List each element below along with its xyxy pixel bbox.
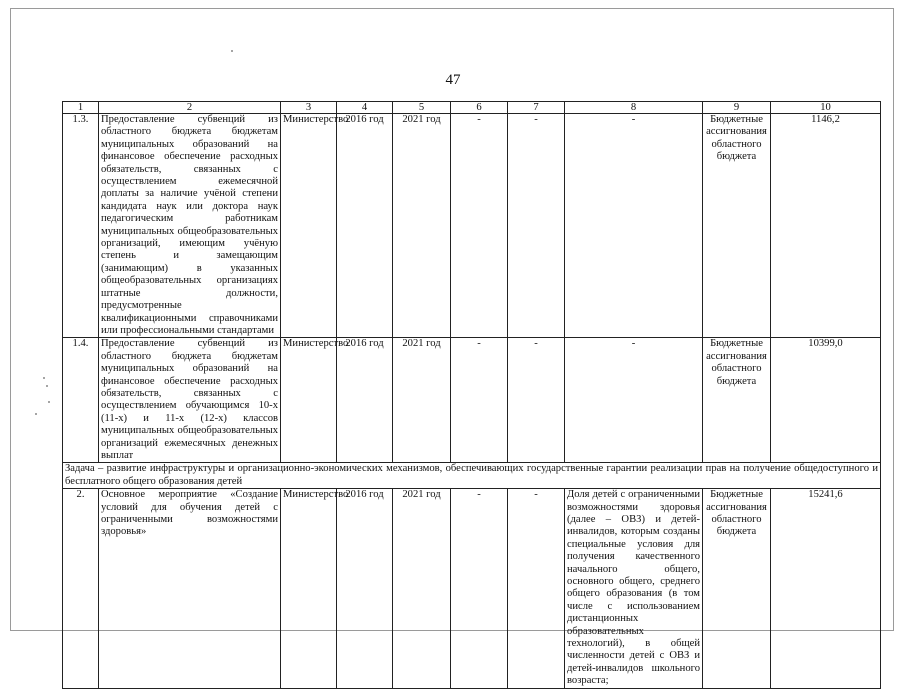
start-year: 2016 год (337, 338, 393, 463)
scan-speck (35, 413, 37, 415)
column-number-row (63, 102, 881, 114)
cell-dash: - (508, 114, 565, 338)
indicator: - (565, 114, 703, 338)
scan-speck (46, 385, 48, 387)
cell-dash: - (451, 338, 508, 463)
cell-dash: - (508, 489, 565, 689)
column-number: 6 (451, 102, 508, 114)
funding-source: Бюджетные ассигнования областного бюджета (703, 114, 771, 338)
document-page (10, 8, 894, 687)
program-table (62, 101, 881, 689)
end-year: 2021 год (393, 338, 451, 463)
table-row (63, 114, 881, 338)
row-number: 1.4. (63, 338, 99, 463)
scan-speck (48, 401, 50, 403)
task-row (63, 463, 881, 489)
measure-description: Основное мероприятие «Создание условий для обучения детей с ограниченными возможностями здоровья» (99, 489, 281, 689)
column-number: 10 (771, 102, 881, 114)
table-row (63, 338, 881, 463)
funding-amount: 1146,2 (771, 114, 881, 338)
task-statement: Задача – развитие инфраструктуры и организационно-экономических механизмов, обеспечивающих государственные гарантии реализации прав на получение общедоступного и бесплатного общего образования детей (63, 463, 881, 489)
column-number: 4 (337, 102, 393, 114)
cell-dash: - (508, 338, 565, 463)
funding-amount: 15241,6 (771, 489, 881, 689)
end-year: 2021 год (393, 114, 451, 338)
column-number: 8 (565, 102, 703, 114)
funding-source: Бюджетные ассигнования областного бюджета (703, 338, 771, 463)
funding-amount: 10399,0 (771, 338, 881, 463)
column-number: 3 (281, 102, 337, 114)
cell-dash: - (451, 114, 508, 338)
cell-dash: - (451, 489, 508, 689)
column-number: 5 (393, 102, 451, 114)
funding-source: Бюджетные ассигнования областного бюджета (703, 489, 771, 689)
column-number: 2 (99, 102, 281, 114)
scan-speck (43, 377, 45, 379)
column-number: 7 (508, 102, 565, 114)
start-year: 2016 год (337, 489, 393, 689)
start-year: 2016 год (337, 114, 393, 338)
measure-description: Предоставление субвенций из областного бюджета бюджетам муниципальных образований на финансовое обеспечение расходных обязательств, связанных с осуществлением ежемесячной доплаты за наличие учёной степени кандидата наук или доктора наук педагогическим работникам муниципальных общеобразовательных организаций, имеющим учёную степень и замещающим (занимающим) в указанных общеобразовательных организациях штатные должности, предусмотренные квалификационными справочниками или профессиональными стандартами (99, 114, 281, 338)
page-number: 47 (445, 72, 461, 88)
executor: Министерство (281, 114, 337, 338)
row-number: 1.3. (63, 114, 99, 338)
column-number: 9 (703, 102, 771, 114)
indicator: - (565, 338, 703, 463)
row-number: 2. (63, 489, 99, 689)
indicator: Доля детей с ограниченными возможностями здоровья (далее – ОВЗ) и детей-инвалидов, которым созданы специальные условия для получения качественного начального общего, основного общего, среднего общего образования (в том числе с использованием дистанционных образовательных технологий), в общей численности детей с ОВЗ и детей-инвалидов школьного возраста; (565, 489, 703, 689)
scan-speck (231, 50, 233, 52)
end-year: 2021 год (393, 489, 451, 689)
measure-description: Предоставление субвенций из областного бюджета бюджетам муниципальных образований на финансовое обеспечение расходных обязательств, связанных с осуществлением обучающимся 10-х (11-х) и 11-х (12-х) классов муниципальных общеобразовательных организаций ежемесячных денежных выплат (99, 338, 281, 463)
executor: Министерство (281, 338, 337, 463)
executor: Министерство (281, 489, 337, 689)
table-row (63, 489, 881, 689)
column-number: 1 (63, 102, 99, 114)
